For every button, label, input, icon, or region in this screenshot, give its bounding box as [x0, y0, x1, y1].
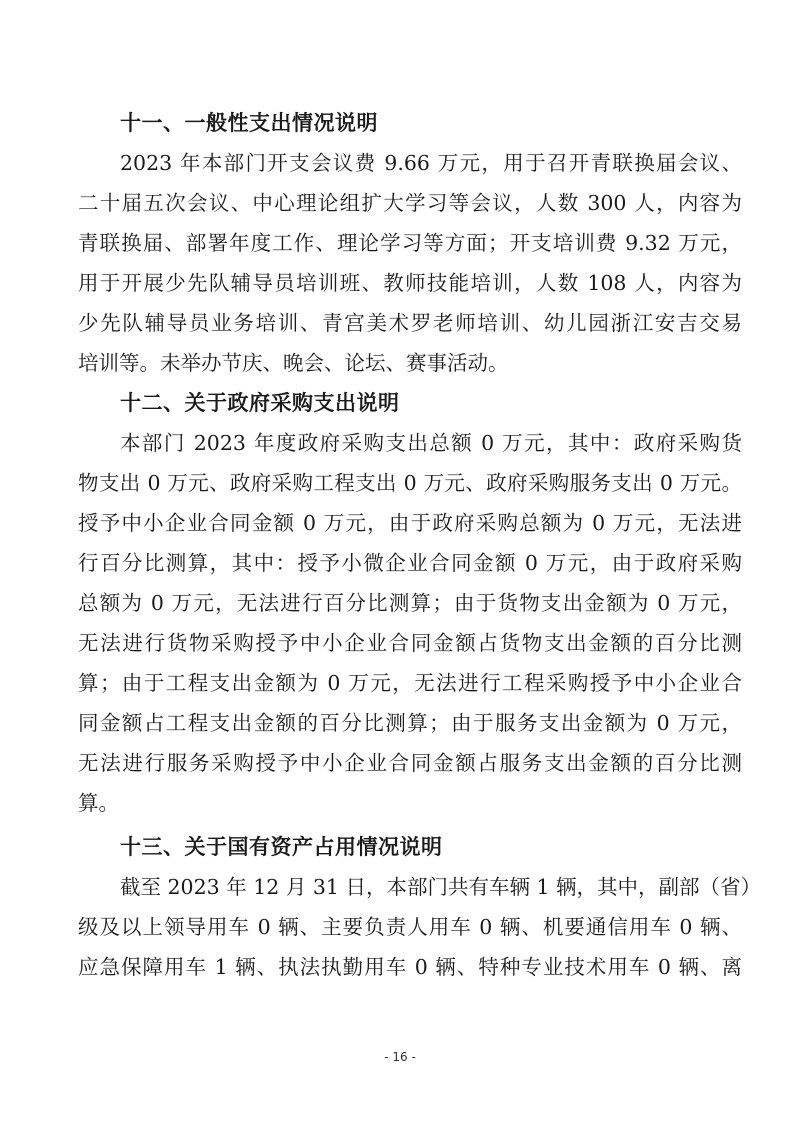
- paragraph-line: 行百分比测算，其中：授予小微企业合同金额 0 万元，由于政府采购: [78, 551, 742, 575]
- paragraph-line: 总额为 0 万元，无法进行百分比测算；由于货物支出金额为 0 万元，: [78, 591, 742, 615]
- paragraph-line: 级及以上领导用车 0 辆、主要负责人用车 0 辆、机要通信用车 0 辆、: [78, 915, 742, 939]
- paragraph-line: 少先队辅导员业务培训、青宫美术罗老师培训、幼儿园浙江安吉交易: [78, 311, 742, 335]
- document-page: [78, 103, 762, 987]
- section-state-assets: [78, 827, 762, 987]
- paragraph-line: 截至 2023 年 12 月 31 日，本部门共有车辆 1 辆，其中，副部（省）: [120, 875, 762, 899]
- paragraph-line: 无法进行货物采购授予中小企业合同金额占货物支出金额的百分比测: [78, 631, 742, 655]
- paragraph-line: 算；由于工程支出金额为 0 万元，无法进行工程采购授予中小企业合: [78, 671, 742, 695]
- section-heading: 十三、关于国有资产占用情况说明: [120, 835, 443, 859]
- paragraph-line: 算。: [78, 791, 119, 815]
- section-general-expenditure: [78, 103, 742, 383]
- paragraph-line: 本部门 2023 年度政府采购支出总额 0 万元，其中：政府采购货: [120, 431, 742, 455]
- paragraph-line: 二十届五次会议、中心理论组扩大学习等会议，人数 300 人，内容为: [78, 191, 742, 215]
- paragraph-line: 物支出 0 万元、政府采购工程支出 0 万元、政府采购服务支出 0 万元。: [78, 471, 742, 495]
- paragraph-line: 青联换届、部署年度工作、理论学习等方面；开支培训费 9.32 万元，: [78, 231, 742, 255]
- paragraph-line: 同金额占工程支出金额的百分比测算；由于服务支出金额为 0 万元，: [78, 711, 742, 735]
- paragraph-line: 2023 年本部门开支会议费 9.66 万元，用于召开青联换届会议、: [120, 151, 742, 175]
- page-number: - 16 -: [384, 1050, 416, 1064]
- paragraph-line: 培训等。未举办节庆、晚会、论坛、赛事活动。: [78, 351, 509, 375]
- paragraph-line: 无法进行服务采购授予中小企业合同金额占服务支出金额的百分比测: [78, 751, 742, 775]
- section-heading: 十一、一般性支出情况说明: [120, 111, 378, 135]
- paragraph-line: 应急保障用车 1 辆、执法执勤用车 0 辆、特种专业技术用车 0 辆、离: [78, 955, 742, 979]
- paragraph-line: 授予中小企业合同金额 0 万元，由于政府采购总额为 0 万元，无法进: [78, 511, 742, 535]
- section-government-procurement: [78, 383, 742, 823]
- paragraph-line: 用于开展少先队辅导员培训班、教师技能培训，人数 108 人，内容为: [78, 271, 742, 295]
- section-heading: 十二、关于政府采购支出说明: [120, 391, 400, 415]
